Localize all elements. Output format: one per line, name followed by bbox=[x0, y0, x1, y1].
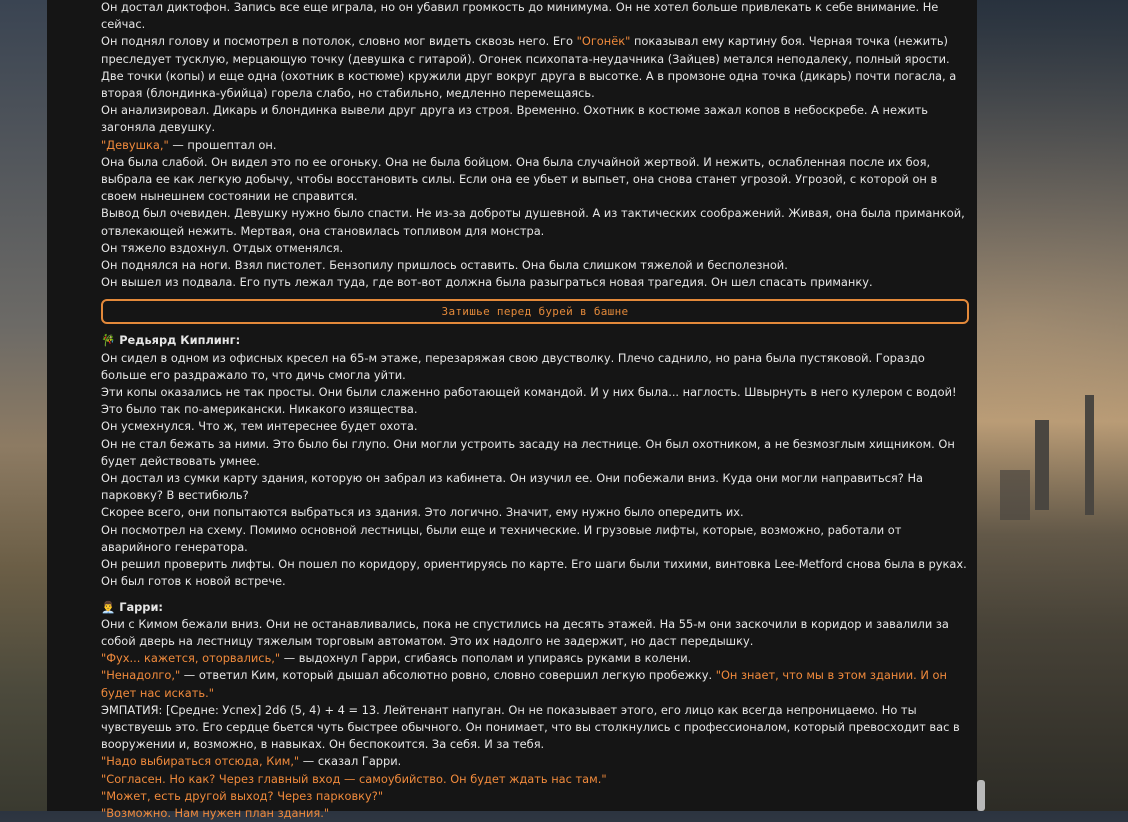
quoted-dialogue: "Он знает, что мы в этом здании. И он будет нас искать." bbox=[101, 668, 947, 700]
narration-text: Они с Кимом бежали вниз. Они не останавливались, пока не спустились на десять этажей. На 55-м они заскочили в коридор и завалили за собой дверь на лестницу тяжелым торговым автоматом. Это их надолго не задержит, но даст передышку. bbox=[101, 616, 949, 648]
story-paragraph bbox=[101, 418, 969, 435]
speaker-heading bbox=[101, 599, 969, 616]
narration-text: Он достал диктофон. Запись все еще играла, но он убавил громкость до минимума. Он не хотел больше привлекать к себе внимание. Не сейчас. bbox=[101, 0, 939, 32]
story-paragraph bbox=[101, 522, 969, 556]
speaker-avatar-icon: 👨‍💼 bbox=[101, 599, 116, 614]
narration-text: Эти копы оказались не так просты. Они были слаженно работающей командой. И у них была... наглость. Швырнуть в него кулером с водой! Это было так по-американски. Никакого изящества. bbox=[101, 385, 957, 417]
narration-text: Скорее всего, они попытаются выбраться из здания. Это логично. Значит, ему нужно было опередить их. bbox=[101, 505, 744, 520]
background-landscape-right bbox=[975, 0, 1128, 811]
message-content bbox=[101, 0, 969, 822]
narration-text: Он анализировал. Дикарь и блондинка вывели друг друга из строя. Временно. Охотник в костюме зажал копов в небоскребе. А нежить загоняла девушку. bbox=[101, 103, 928, 135]
story-paragraph bbox=[101, 33, 969, 102]
quoted-dialogue: "Возможно. Нам нужен план здания." bbox=[101, 805, 330, 820]
quoted-dialogue: "Огонёк" bbox=[576, 34, 631, 49]
narration-text: — сказал Гарри. bbox=[299, 754, 402, 769]
story-paragraph bbox=[101, 257, 969, 274]
quoted-dialogue: "Согласен. Но как? Через главный вход — самоубийство. Он будет ждать нас там." bbox=[101, 771, 607, 786]
narration-text: — выдохнул Гарри, сгибаясь пополам и упираясь руками в колени. bbox=[280, 651, 692, 666]
narration-text: показывал ему картину боя. Черная точка (нежить) преследует тусклую, мерцающую точку (девушка с гитарой). Огонек психопата-неудачника (Зайцев) метался неподалеку, полный ярости. Две точки (копы) и еще одна (охотник в костюме) кружили друг вокруг друга в высотке. А в промзоне одна точка (дикарь) почти погасла, а вторая (блондинка-убийца) горела слабо, но стабильно, медленно перемещаясь. bbox=[101, 34, 957, 101]
background-landscape-left bbox=[0, 0, 47, 811]
story-paragraph bbox=[101, 771, 969, 788]
story-paragraph bbox=[101, 137, 969, 154]
speaker-heading bbox=[101, 332, 969, 349]
story-paragraph bbox=[101, 650, 969, 667]
speaker-name: Редьярд Киплинг: bbox=[119, 333, 241, 348]
story-paragraph bbox=[101, 616, 969, 650]
quoted-dialogue: "Фух... кажется, оторвались," bbox=[101, 651, 281, 666]
story-paragraph bbox=[101, 504, 969, 521]
story-paragraph bbox=[101, 205, 969, 239]
quoted-dialogue: "Ненадолго," bbox=[101, 668, 181, 683]
narration-text: — прошептал он. bbox=[168, 137, 277, 152]
chat-panel bbox=[47, 0, 977, 820]
story-paragraph bbox=[101, 805, 969, 822]
background-ruin bbox=[1035, 420, 1049, 510]
story-paragraph bbox=[101, 436, 969, 470]
story-paragraph bbox=[101, 240, 969, 257]
narration-text: Он поднял голову и посмотрел в потолок, словно мог видеть сквозь него. Его bbox=[101, 34, 577, 49]
story-paragraph bbox=[101, 702, 969, 754]
story-paragraph bbox=[101, 788, 969, 805]
quoted-dialogue: "Девушка," bbox=[101, 137, 169, 152]
quoted-dialogue: "Надо выбираться отсюда, Ким," bbox=[101, 754, 300, 769]
story-paragraph bbox=[101, 384, 969, 418]
narration-text: Она была слабой. Он видел это по ее огоньку. Она не была бойцом. Она была случайной жертвой. И нежить, ослабленная после их боя, выбрала ее как легкую добычу, чтобы восстановить силы. Если она ее убьет и выпьет, она снова станет угрозой. Угрозой, с которой он в своем нынешнем состоянии не справится. bbox=[101, 154, 938, 204]
narration-text: Он сидел в одном из офисных кресел на 65-м этаже, перезаряжая свою двустволку. Плечо саднило, но рана была пустяковой. Гораздо больше его раздражало то, что дичь смогла уйти. bbox=[101, 350, 925, 382]
narration-text: — ответил Ким, который дышал абсолютно ровно, словно совершил легкую пробежку. bbox=[180, 668, 716, 683]
narration-text: Он посмотрел на схему. Помимо основной лестницы, были еще и технические. И грузовые лифты, которые, возможно, работали от аварийного генератора. bbox=[101, 522, 902, 554]
speaker-name: Гарри: bbox=[119, 599, 163, 614]
narration-text: Вывод был очевиден. Девушку нужно было спасти. Не из-за доброты душевной. А из тактических соображений. Живая, она была приманкой, отвлекающей нежить. Мертвая, она становилась топливом для монстра. bbox=[101, 206, 965, 238]
narration-text: Он решил проверить лифты. Он пошел по коридору, ориентируясь по карте. Его шаги были тихими, винтовка Lee-Metford снова была в руках. Он был готов к новой встрече. bbox=[101, 557, 967, 589]
narration-text: Он вышел из подвала. Его путь лежал туда, где вот-вот должна была разыграться новая трагедия. Он шел спасать приманку. bbox=[101, 275, 873, 290]
speaker-avatar-icon: 🎋 bbox=[101, 333, 116, 348]
story-paragraph bbox=[101, 102, 969, 136]
background-ruin bbox=[1085, 395, 1094, 515]
story-paragraph bbox=[101, 667, 969, 701]
section-title-bar: Затишье перед бурей в башне bbox=[101, 299, 969, 324]
story-paragraph bbox=[101, 753, 969, 770]
story-paragraph bbox=[101, 274, 969, 291]
narration-text: ЭМПАТИЯ: [Средне: Успех] 2d6 (5, 4) + 4 = 13. Лейтенант напуган. Он не показывает этого, его лицо как всегда непроницаемо. Но ты чувствуешь это. Его сердце бьется чуть быстрее обычного. Он понимает, что вы столкнулись с профессионалом, который превосходит вас в вооружении и, возможно, в навыках. Он беспокоится. За себя. И за тебя. bbox=[101, 702, 960, 752]
narration-text: Он достал из сумки карту здания, которую он забрал из кабинета. Он изучил ее. Они побежали вниз. Куда они могли направиться? На парковку? В вестибюль? bbox=[101, 471, 923, 503]
story-paragraph bbox=[101, 154, 969, 206]
narration-text: Он поднялся на ноги. Взял пистолет. Бензопилу пришлось оставить. Она была слишком тяжелой и бесполезной. bbox=[101, 258, 788, 273]
narration-text: Он не стал бежать за ними. Это было бы глупо. Они могли устроить засаду на лестнице. Он был охотником, а не безмозглым хищником. Он будет действовать умнее. bbox=[101, 436, 955, 468]
story-paragraph bbox=[101, 470, 969, 504]
scrollbar-track[interactable] bbox=[977, 0, 986, 811]
narration-text: Он тяжело вздохнул. Отдых отменялся. bbox=[101, 240, 344, 255]
scrollbar-thumb[interactable] bbox=[977, 780, 985, 811]
narration-text: Он усмехнулся. Что ж, тем интереснее будет охота. bbox=[101, 419, 418, 434]
story-paragraph bbox=[101, 0, 969, 33]
quoted-dialogue: "Может, есть другой выход? Через парковку?" bbox=[101, 788, 384, 803]
story-paragraph bbox=[101, 556, 969, 590]
story-paragraph bbox=[101, 350, 969, 384]
background-ruin bbox=[1000, 470, 1030, 520]
